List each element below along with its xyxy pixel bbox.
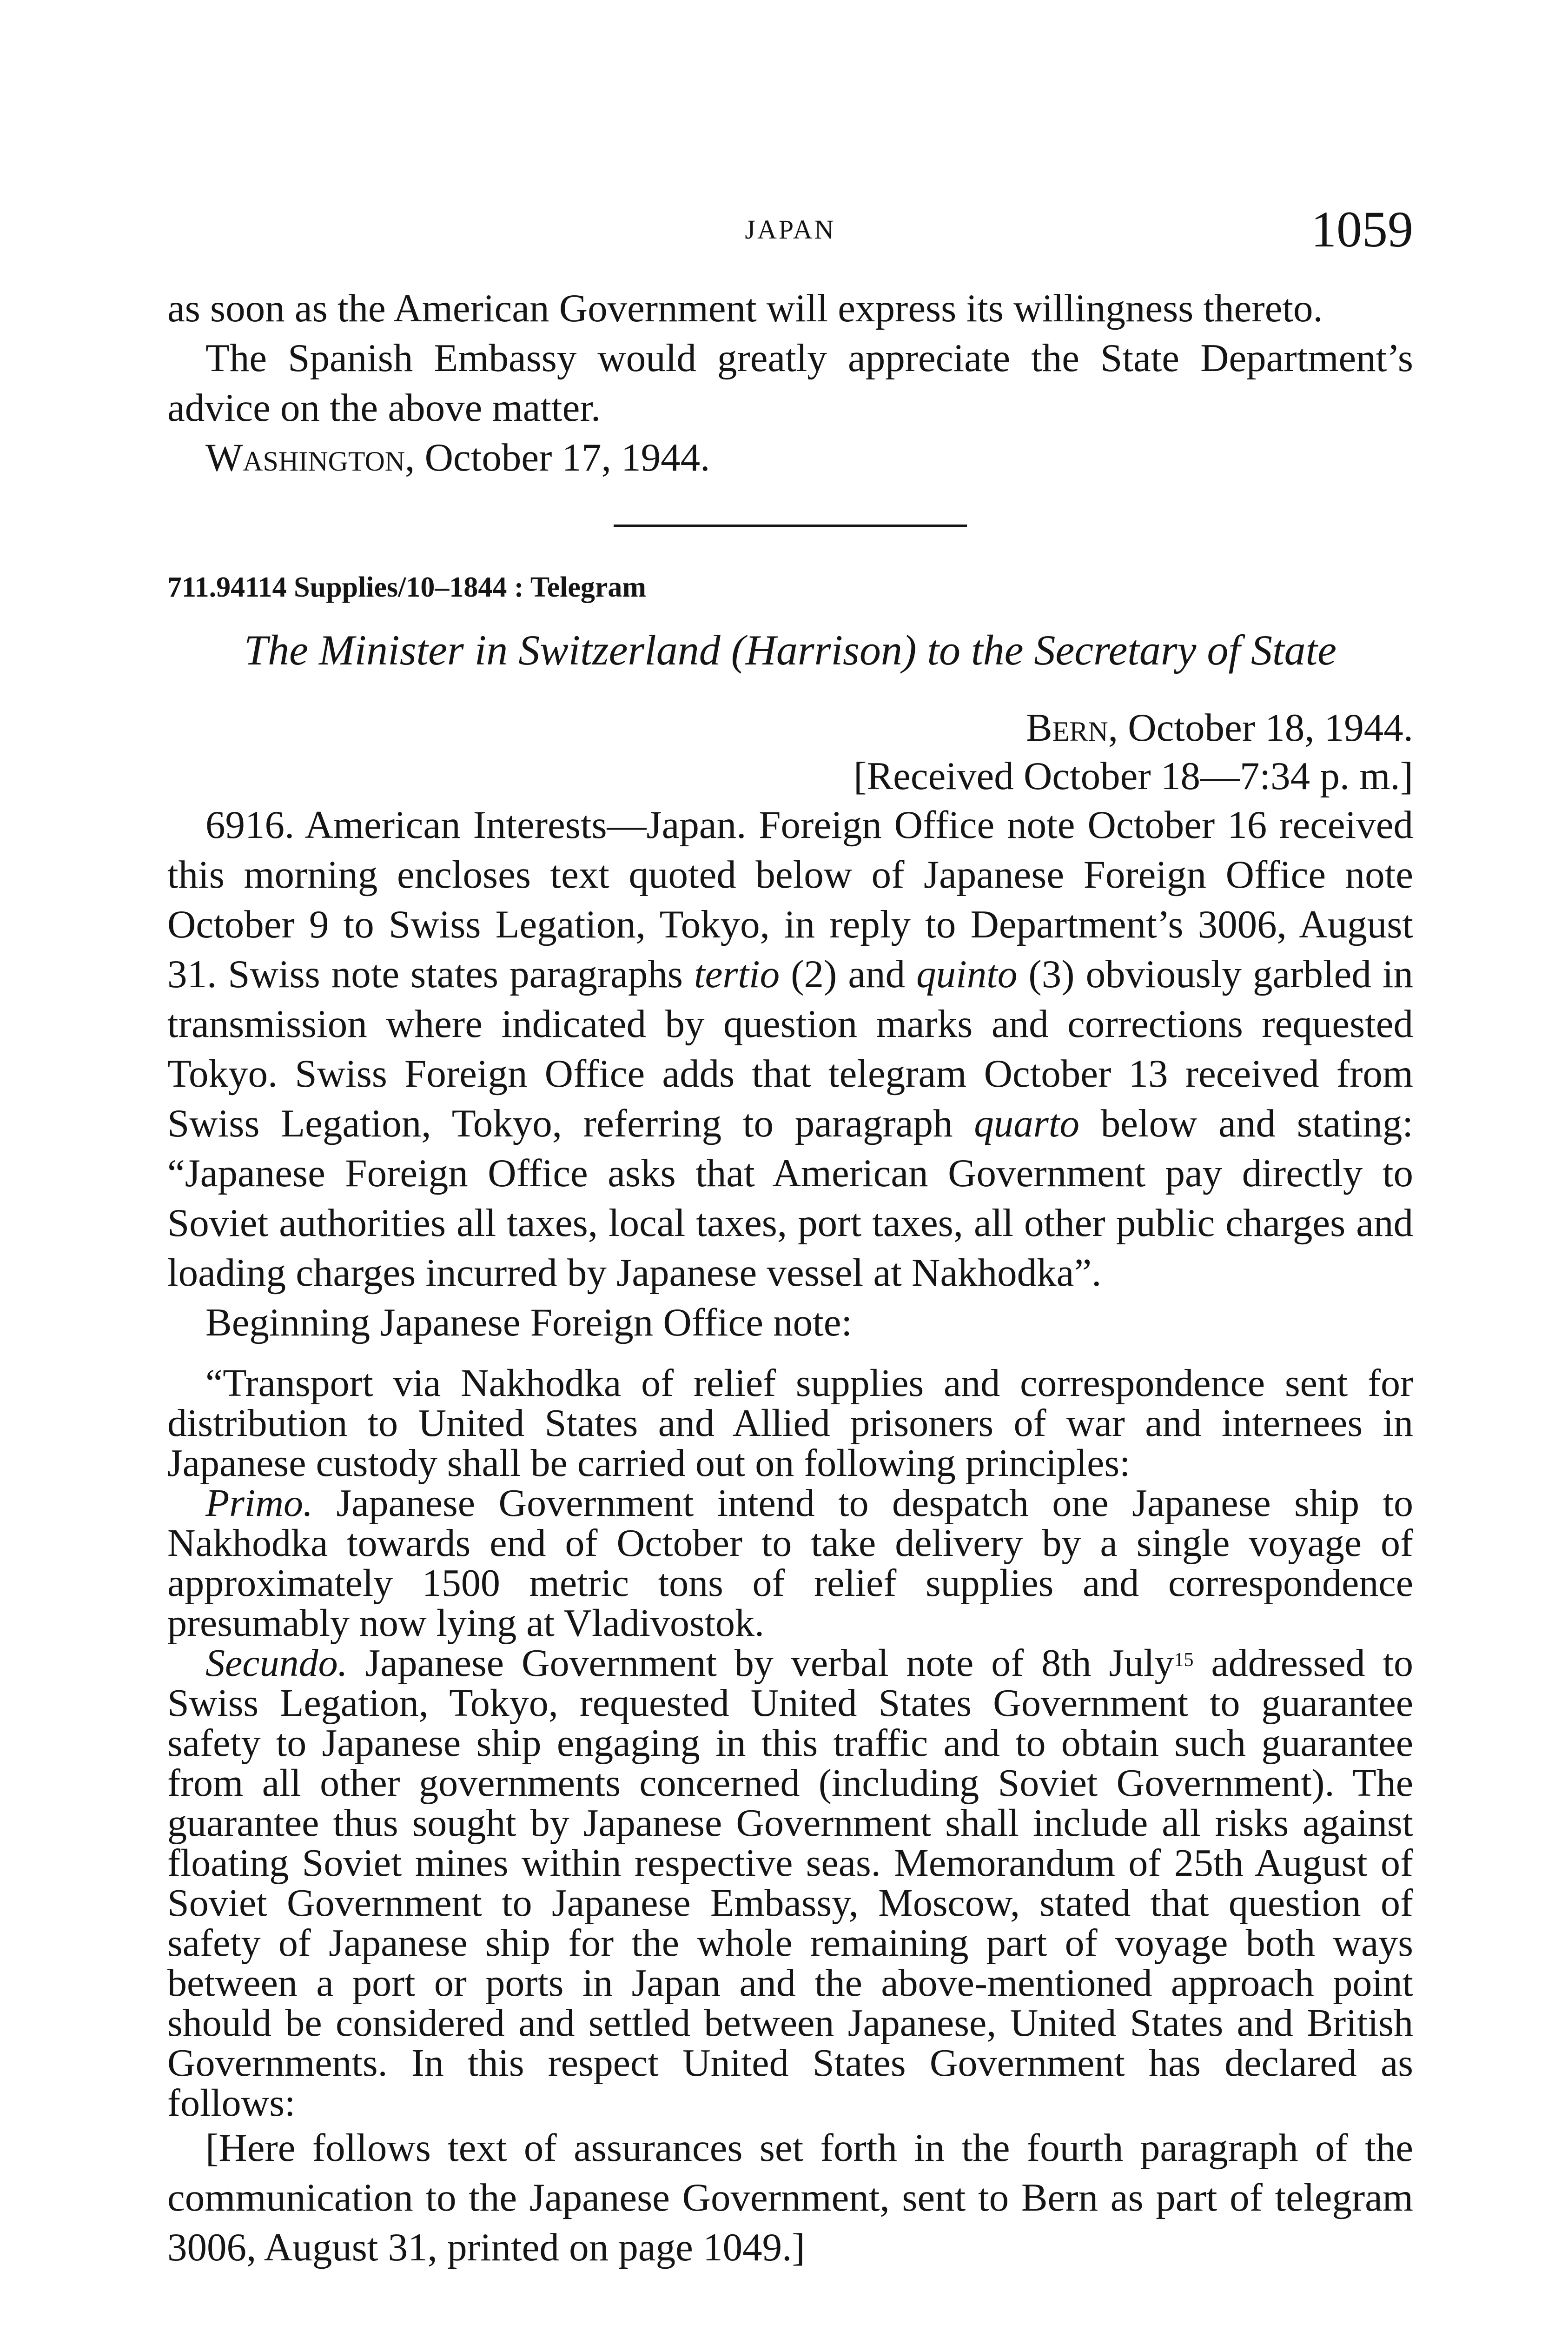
tertio-label: tertio	[694, 952, 780, 996]
beginning-note-paragraph: Beginning Japanese Foreign Office note:	[205, 1301, 853, 1344]
telegram-text-1: 6916. American Interests—Japan. Foreign Office note October 16 received this morning encloses text quoted below of Japanese Foreign Office note October 9 to Swiss Legation, Tokyo, in reply to Department’s 3006, August 31. Swiss note states paragraphs	[167, 803, 1413, 996]
bracketed-note-paragraph: [Here follows text of assurances set forth in the fourth paragraph of the communication to the Japanese Government, sent to Bern as part of telegram 3006, August 31, printed on page 1049.]	[167, 2126, 1413, 2269]
running-head: JAPAN	[745, 214, 836, 245]
quarto-label: quarto	[974, 1102, 1079, 1145]
secundo-text-1: Japanese Government by verbal note of 8th July	[347, 1641, 1174, 1685]
primo-paragraph	[167, 1483, 1413, 1643]
quoted-note-paragraph: “Transport via Nakhodka of relief supplies and correspondence sent for distribution to United States and Allied prisoners of war and internees in Japanese custody shall be carried out on following principles:	[167, 1362, 1413, 1485]
telegram-text-4: below and stating: “Japanese Foreign Office asks that American Government pay directly to Soviet authorities all taxes, local taxes, port taxes, all other public charges and loading charges incurred by Japanese vessel at Nakhodka”.	[167, 1102, 1413, 1295]
file-reference: 711.94114 Supplies/10–1844 : Telegram	[167, 571, 647, 603]
quinto-label: quinto	[916, 952, 1018, 996]
received-line: [Received October 18—7:34 p. m.]	[853, 754, 1413, 798]
body-text	[167, 284, 1413, 2272]
telegram-paragraph	[167, 800, 1413, 1298]
washington-date: , October 17, 1944.	[405, 436, 710, 479]
primo-text: Japanese Government intend to despatch one Japanese ship to Nakhodka towards end of October to take delivery by a single voyage of approximately 1500 metric tons of relief supplies and correspondence presumably now lying at Vladivostok.	[167, 1481, 1413, 1645]
secundo-paragraph	[167, 1643, 1413, 2123]
secundo-label: Secundo.	[205, 1641, 348, 1685]
page-number: 1059	[1311, 201, 1413, 258]
bern-date: , October 18, 1944.	[1108, 706, 1413, 750]
telegram-text-3: (3) obviously garbled in transmission where indicated by question marks and corrections requested Tokyo. Swiss Foreign Office adds that telegram October 13 received from Swiss Legation, Tokyo, referring to paragraph	[167, 952, 1413, 1145]
primo-label: Primo.	[205, 1481, 313, 1525]
page-header	[167, 195, 1413, 265]
secundo-text-2: addressed to Swiss Legation, Tokyo, requested United States Government to guarantee safety to Japanese ship engaging in this traffic and to obtain such guarantee from all other governments concerned (including Soviet Government). The guarantee thus sought by Japanese Government shall include all risks against floating Soviet mines within respective seas. Memorandum of 25th August of Soviet Government to Japanese Embassy, Moscow, stated that question of safety of Japanese ship for the whole remaining part of voyage both ways between a port or ports in Japan and the above-mentioned approach point should be considered and settled between Japanese, United States and British Governments. In this respect United States Government has declared as follows:	[167, 1641, 1413, 2125]
footnote-reference: 15	[1174, 1649, 1194, 1671]
spanish-embassy-paragraph: The Spanish Embassy would greatly appreciate the State Department’s advice on the above matter.	[167, 336, 1413, 430]
section-divider	[614, 525, 967, 527]
document-title: The Minister in Switzerland (Harrison) to the Secretary of State	[244, 626, 1337, 674]
continued-paragraph: as soon as the American Government will express its willingness thereto.	[167, 286, 1323, 330]
washington-date-line	[205, 433, 1413, 483]
bern-date-line	[167, 704, 1413, 752]
washington-city: Washington	[205, 436, 405, 479]
telegram-text-2: (2) and	[780, 952, 917, 996]
bern-city: Bern	[1026, 706, 1108, 750]
